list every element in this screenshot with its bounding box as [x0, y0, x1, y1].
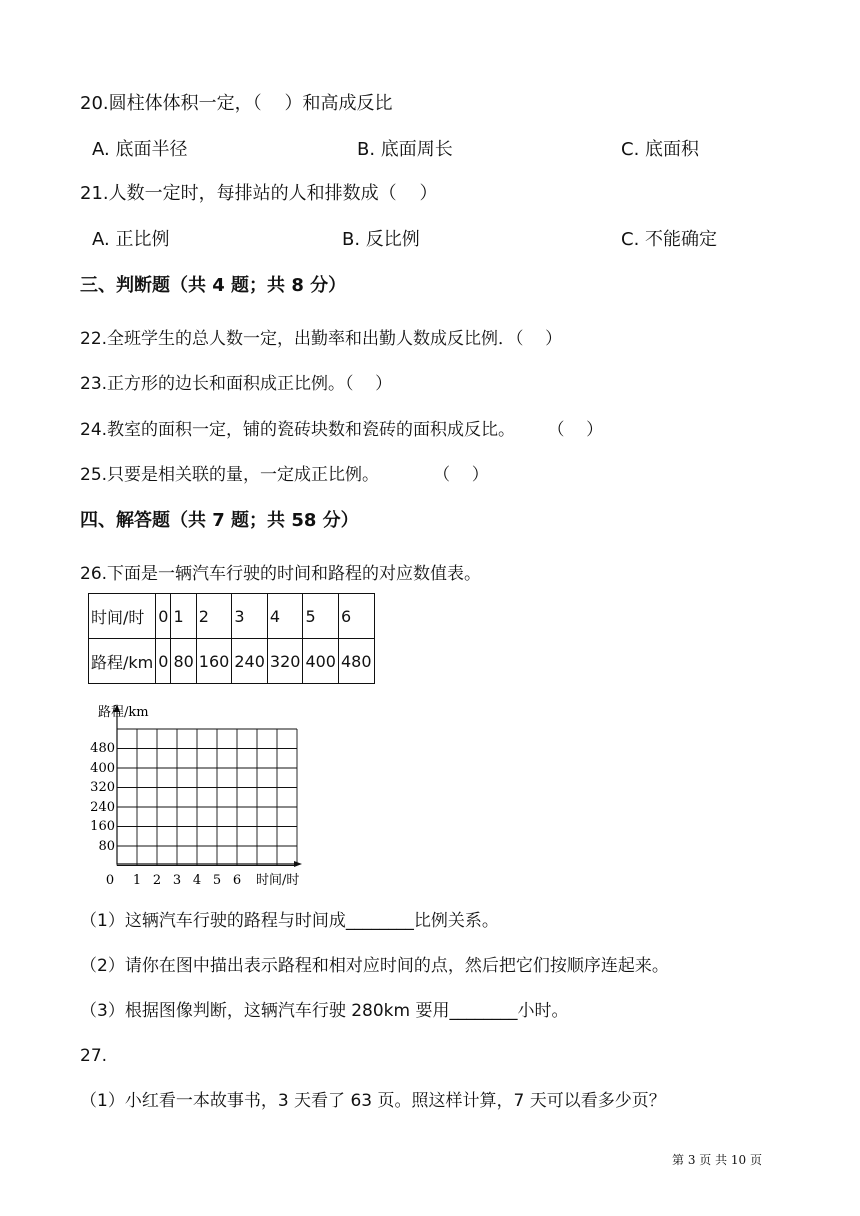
question-21: 21.人数一定时，每排站的人和排数成（ ）: [80, 183, 438, 204]
y-tick-label: 160: [90, 819, 115, 834]
x-tick-label: 4: [192, 873, 202, 888]
time-distance-table: [88, 593, 375, 684]
x-tick-label: 2: [152, 873, 162, 888]
y-tick-label: 240: [90, 800, 115, 815]
table-cell: 5: [303, 594, 339, 639]
section-3-heading: 三、判断题（共 4 题；共 8 分）: [80, 275, 347, 296]
q21-option-c: C. 不能确定: [621, 229, 718, 250]
table-cell: 4: [267, 594, 303, 639]
table-cell: 400: [303, 639, 339, 684]
x-tick-label: 6: [232, 873, 242, 888]
table-cell: 480: [338, 639, 374, 684]
question-22: 22.全班学生的总人数一定，出勤率和出勤人数成反比例．（ ）: [80, 329, 563, 349]
q20-option-c: C. 底面积: [621, 139, 700, 160]
question-27: 27.: [80, 1046, 108, 1066]
question-25: 25.只要是相关联的量，一定成正比例。 （ ）: [80, 465, 489, 485]
x-tick-label: 1: [132, 873, 142, 888]
q20-option-b: B. 底面周长: [357, 139, 453, 160]
x-axis-label: 时间/时: [256, 873, 300, 888]
table-cell: 80: [171, 639, 196, 684]
question-24: 24.教室的面积一定，铺的瓷砖块数和瓷砖的面积成反比。 （ ）: [80, 420, 604, 440]
x-tick-label: 5: [212, 873, 222, 888]
y-tick-label: 400: [90, 761, 115, 776]
table-cell: 3: [232, 594, 268, 639]
table-cell: 2: [196, 594, 232, 639]
table-cell: 时间/时: [89, 594, 156, 639]
table-cell: 160: [196, 639, 232, 684]
q21-option-a: A. 正比例: [92, 229, 170, 250]
question-26-part-1: （1）这辆汽车行驶的路程与时间成________比例关系。: [80, 911, 499, 931]
y-axis-label: 路程/km: [98, 705, 149, 720]
x-axis-arrow: [294, 861, 302, 867]
table-cell: 6: [338, 594, 374, 639]
question-26-part-2: （2）请你在图中描出表示路程和相对应时间的点，然后把它们按顺序连起来。: [80, 956, 669, 976]
blank-graph: [88, 700, 318, 890]
table-cell: 0: [156, 594, 171, 639]
question-26: 26.下面是一辆汽车行驶的时间和路程的对应数值表。: [80, 564, 482, 584]
table-row: [89, 639, 375, 684]
question-27-part-1: （1）小红看一本故事书，3 天看了 63 页。照这样计算，7 天可以看多少页？: [80, 1091, 666, 1111]
page-footer: 第 3 页 共 10 页: [672, 1153, 762, 1167]
q21-option-b: B. 反比例: [342, 229, 420, 250]
x-tick-label: 0: [105, 873, 115, 888]
q20-option-a: A. 底面半径: [92, 139, 188, 160]
table-cell: 320: [267, 639, 303, 684]
x-tick-label: 3: [172, 873, 182, 888]
question-26-part-3: （3）根据图像判断，这辆汽车行驶 280km 要用________小时。: [80, 1001, 569, 1021]
table-cell: 路程/km: [89, 639, 156, 684]
table-cell: 0: [156, 639, 171, 684]
y-tick-label: 320: [90, 780, 115, 795]
y-tick-label: 80: [98, 839, 115, 854]
section-4-heading: 四、解答题（共 7 题；共 58 分）: [80, 510, 359, 531]
table-cell: 240: [232, 639, 268, 684]
question-23: 23.正方形的边长和面积成正比例。（ ）: [80, 374, 393, 394]
grid-lines: [117, 729, 297, 866]
table-cell: 1: [171, 594, 196, 639]
table-row: [89, 594, 375, 639]
question-20: 20.圆柱体体积一定，（ ）和高成反比: [80, 93, 393, 114]
y-tick-label: 480: [90, 741, 115, 756]
